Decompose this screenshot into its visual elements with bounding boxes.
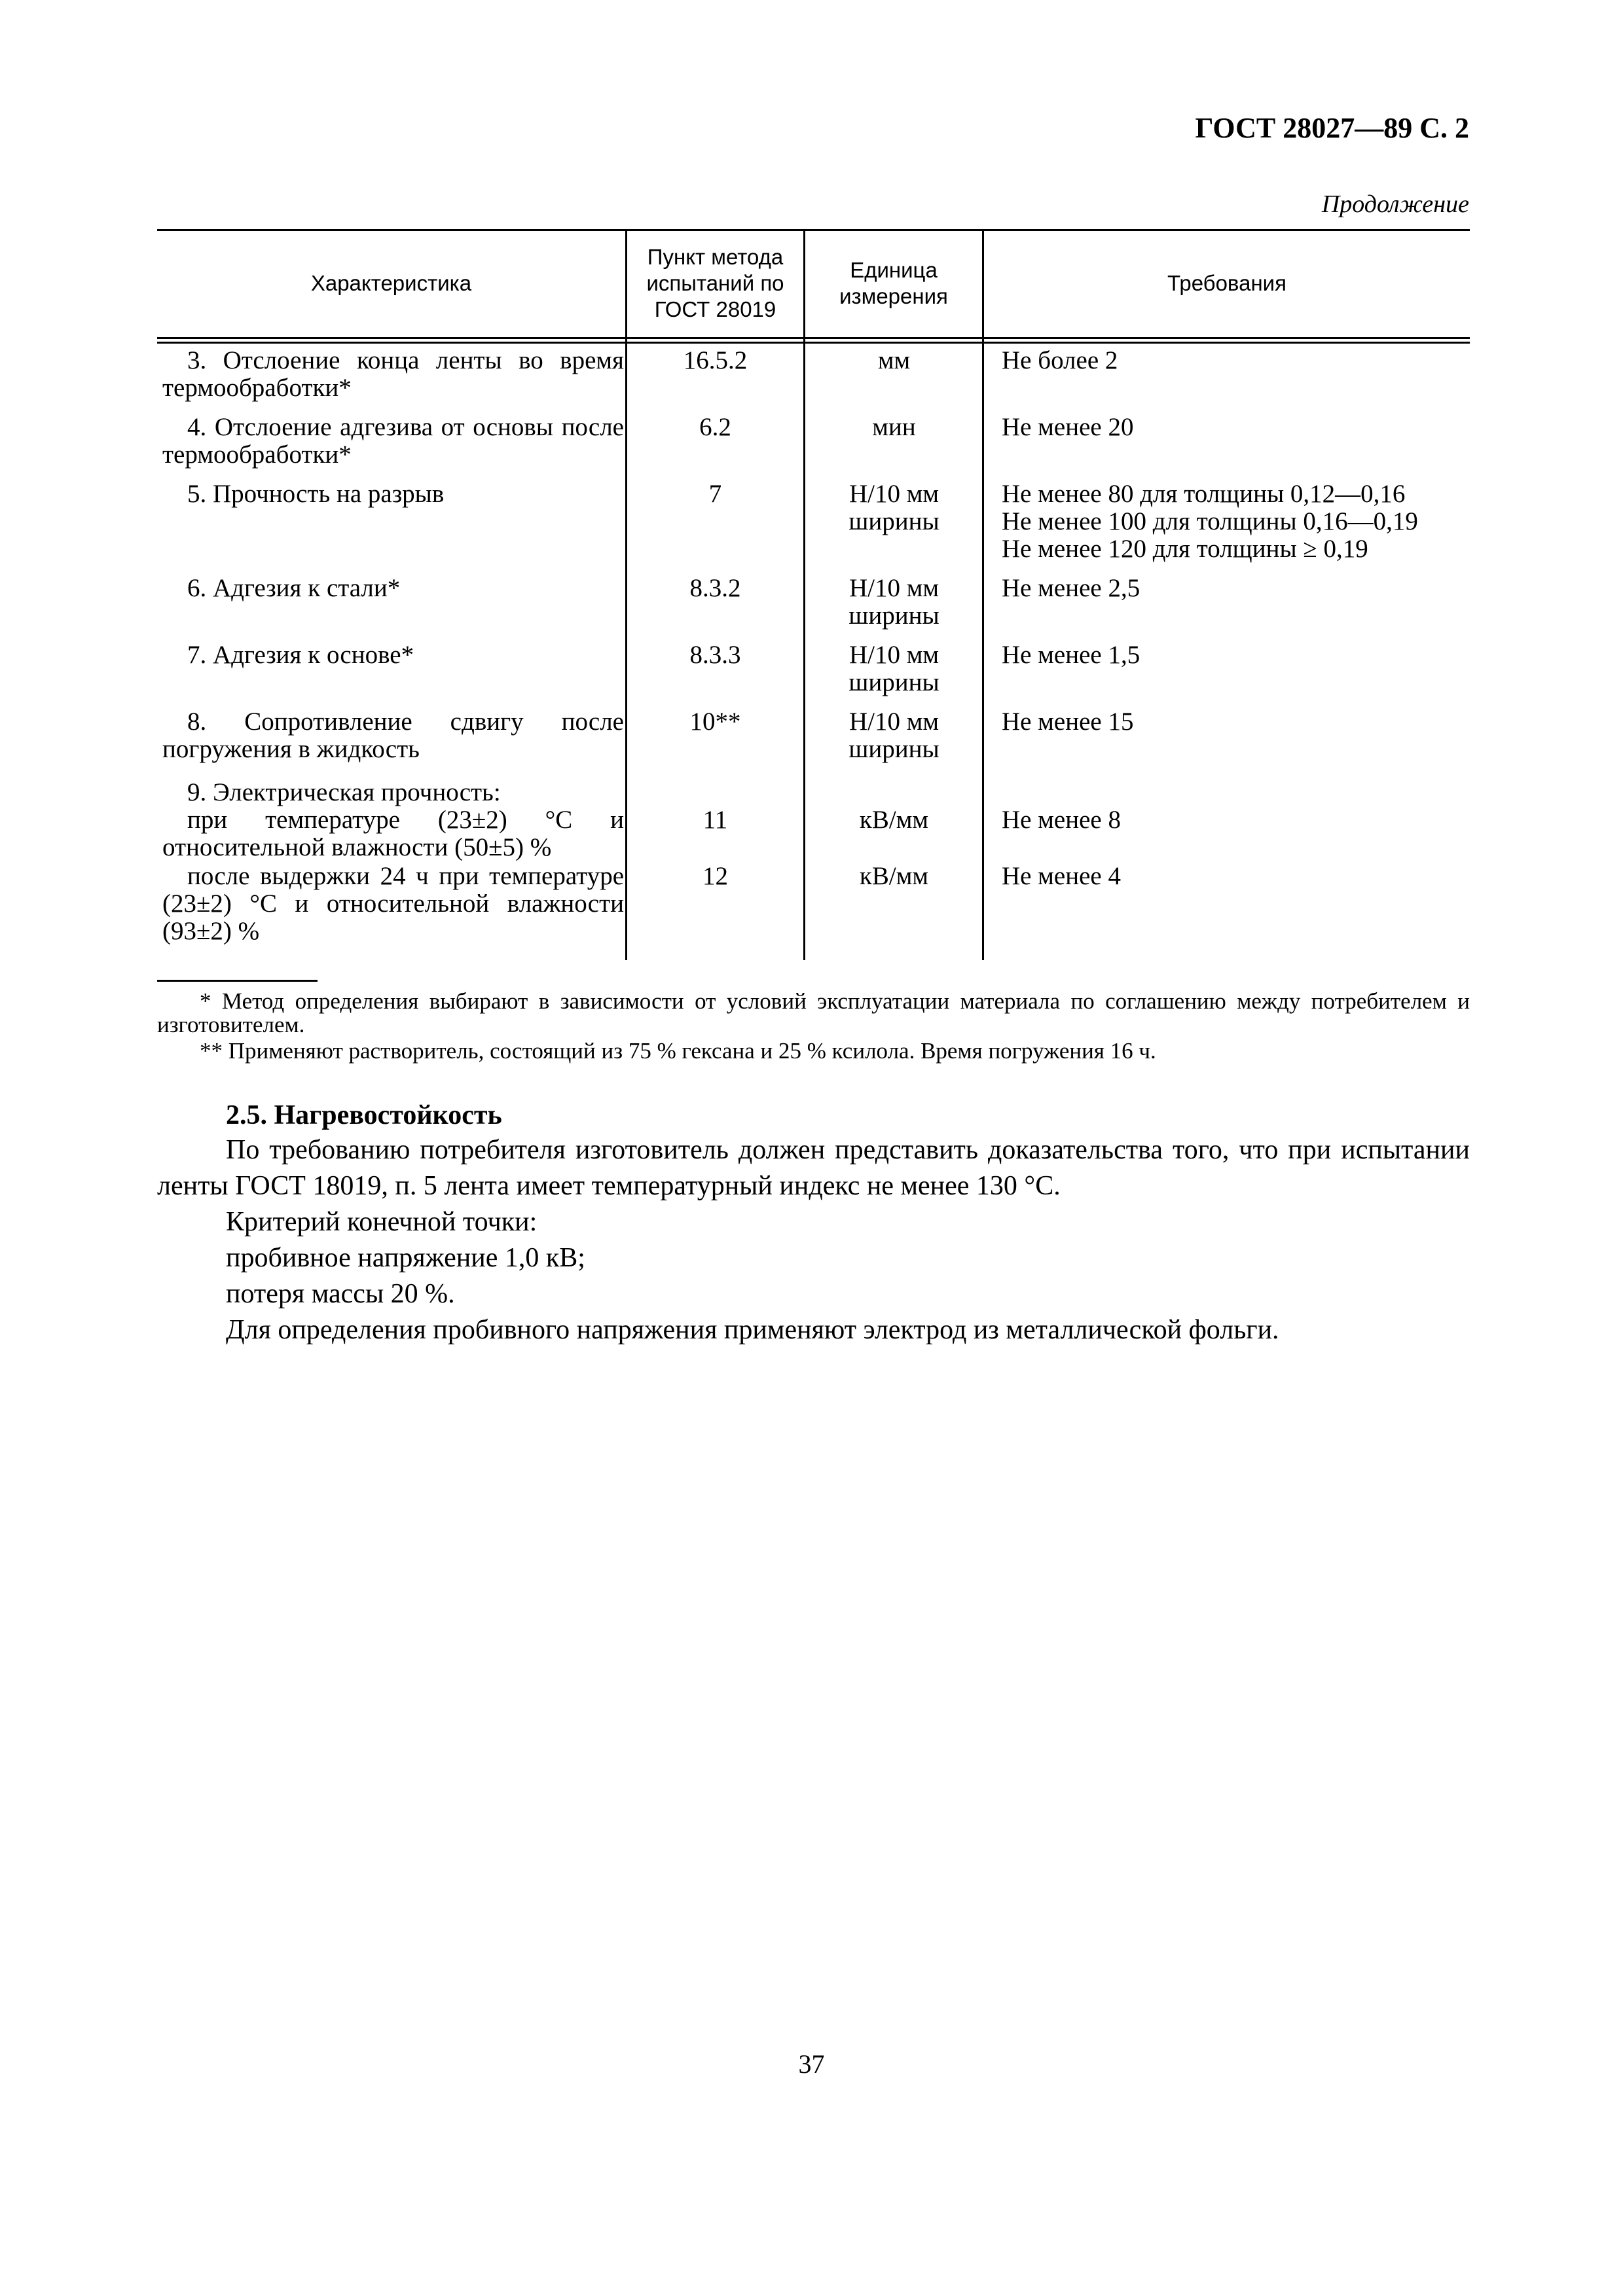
table-row-requirement: Не менее 15 xyxy=(1002,708,1134,736)
header-bottom-rule xyxy=(157,337,1470,339)
footnote-asterisk: * Метод определения выбирают в зависимости от условий эксплуатации материала по соглашению между потребителем и изготовителем. xyxy=(157,988,1470,1037)
table-row-method: 8.3.2 xyxy=(689,574,741,602)
column-divider xyxy=(625,229,627,960)
table-row-method: 10** xyxy=(689,708,741,736)
table-row-characteristic xyxy=(162,708,624,763)
section-line: потеря массы 20 %. xyxy=(226,1279,455,1309)
cell-text: 6. Адгезия к стали* xyxy=(187,574,401,602)
cell-text: 9. Электрическая прочность: xyxy=(187,778,501,806)
table-row-method: 8.3.3 xyxy=(689,641,741,669)
table-row-requirement: Не менее 4 xyxy=(1002,862,1121,890)
table-row-requirement: Не менее 8 xyxy=(1002,806,1121,834)
table-row-characteristic xyxy=(162,863,624,945)
table-row-method: 6.2 xyxy=(699,413,731,441)
cell-text: при температуре (23±2) °С и относительной влажности (50±5) % xyxy=(162,806,624,861)
table-row-characteristic xyxy=(162,806,624,861)
table-row-method: 11 xyxy=(702,806,728,834)
table-row-characteristic xyxy=(162,480,624,508)
column-header-characteristic: Характеристика xyxy=(310,270,472,295)
table-row-characteristic xyxy=(162,414,624,469)
column-header-method: Пункт метода испытаний по ГОСТ 28019 xyxy=(646,244,784,321)
table-row-requirement: Не менее 1,5 xyxy=(1002,641,1140,669)
column-header-unit: Единица измерения xyxy=(839,257,948,308)
cell-text: 4. Отслоение адгезива от основы после термообработки* xyxy=(162,413,624,469)
table-row-unit: Н/10 мм ширины xyxy=(848,708,939,763)
cell-text: 5. Прочность на разрыв xyxy=(187,480,445,508)
section-title: 2.5. Нагревостойкость xyxy=(226,1100,502,1130)
table-row-characteristic xyxy=(162,779,624,806)
table-row-characteristic xyxy=(162,641,624,669)
cell-text: 7. Адгезия к основе* xyxy=(187,641,414,669)
table-row-method: 12 xyxy=(702,862,728,890)
table-row-requirement: Не более 2 xyxy=(1002,346,1118,374)
table-row-unit: мм xyxy=(877,346,911,374)
footnote-double-asterisk: ** Применяют растворитель, состоящий из 75 % гексана и 25 % ксилола. Время погружения 16 ч. xyxy=(200,1038,1156,1064)
cell-text: 3. Отслоение конца ленты во время термообработки* xyxy=(162,346,624,402)
table-row-requirement: Не менее 80 для толщины 0,12—0,16 Не менее 100 для толщины 0,16—0,19 Не менее 120 для толщины ≥ 0,19 xyxy=(1002,480,1418,563)
table-row-unit: Н/10 мм ширины xyxy=(848,641,939,696)
table-row-unit: кВ/мм xyxy=(859,806,929,834)
document-header: ГОСТ 28027—89 С. 2 xyxy=(1195,112,1469,144)
table-row-requirement: Не менее 20 xyxy=(1002,413,1134,441)
table-row-unit: Н/10 мм ширины xyxy=(848,574,939,630)
column-divider xyxy=(982,229,984,960)
column-header-requirements: Требования xyxy=(1167,270,1286,295)
footnote-rule xyxy=(157,980,318,982)
table-row-method: 7 xyxy=(708,480,722,508)
table-row-requirement: Не менее 2,5 xyxy=(1002,574,1140,602)
section-line: Для определения пробивного напряжения применяют электрод из металлической фольги. xyxy=(226,1315,1279,1345)
section-paragraph: По требованию потребителя изготовитель должен представить доказательства того, что при испытании ленты ГОСТ 18019, п. 5 лента имеет температурный индекс не менее 130 °С. xyxy=(157,1135,1470,1201)
header-bottom-rule-2 xyxy=(157,342,1470,344)
table-row-characteristic xyxy=(162,347,624,402)
cell-text: 8. Сопротивление сдвигу после погружения в жидкость xyxy=(162,708,624,763)
table-continuation-label: Продолжение xyxy=(1321,190,1469,218)
section-line: пробивное напряжение 1,0 кВ; xyxy=(226,1243,585,1273)
requirements-table xyxy=(157,229,1470,960)
page-number: 37 xyxy=(798,2049,825,2079)
table-row-method: 16.5.2 xyxy=(683,346,748,374)
table-row-unit: Н/10 мм ширины xyxy=(848,480,939,535)
table-row-unit: мин xyxy=(872,413,916,441)
section-line: Критерий конечной точки: xyxy=(226,1207,538,1237)
table-row-characteristic xyxy=(162,575,624,602)
column-divider xyxy=(803,229,805,960)
cell-text: после выдержки 24 ч при температуре (23±2) °С и относительной влажности (93±2) % xyxy=(162,862,624,945)
table-row-unit: кВ/мм xyxy=(859,862,929,890)
